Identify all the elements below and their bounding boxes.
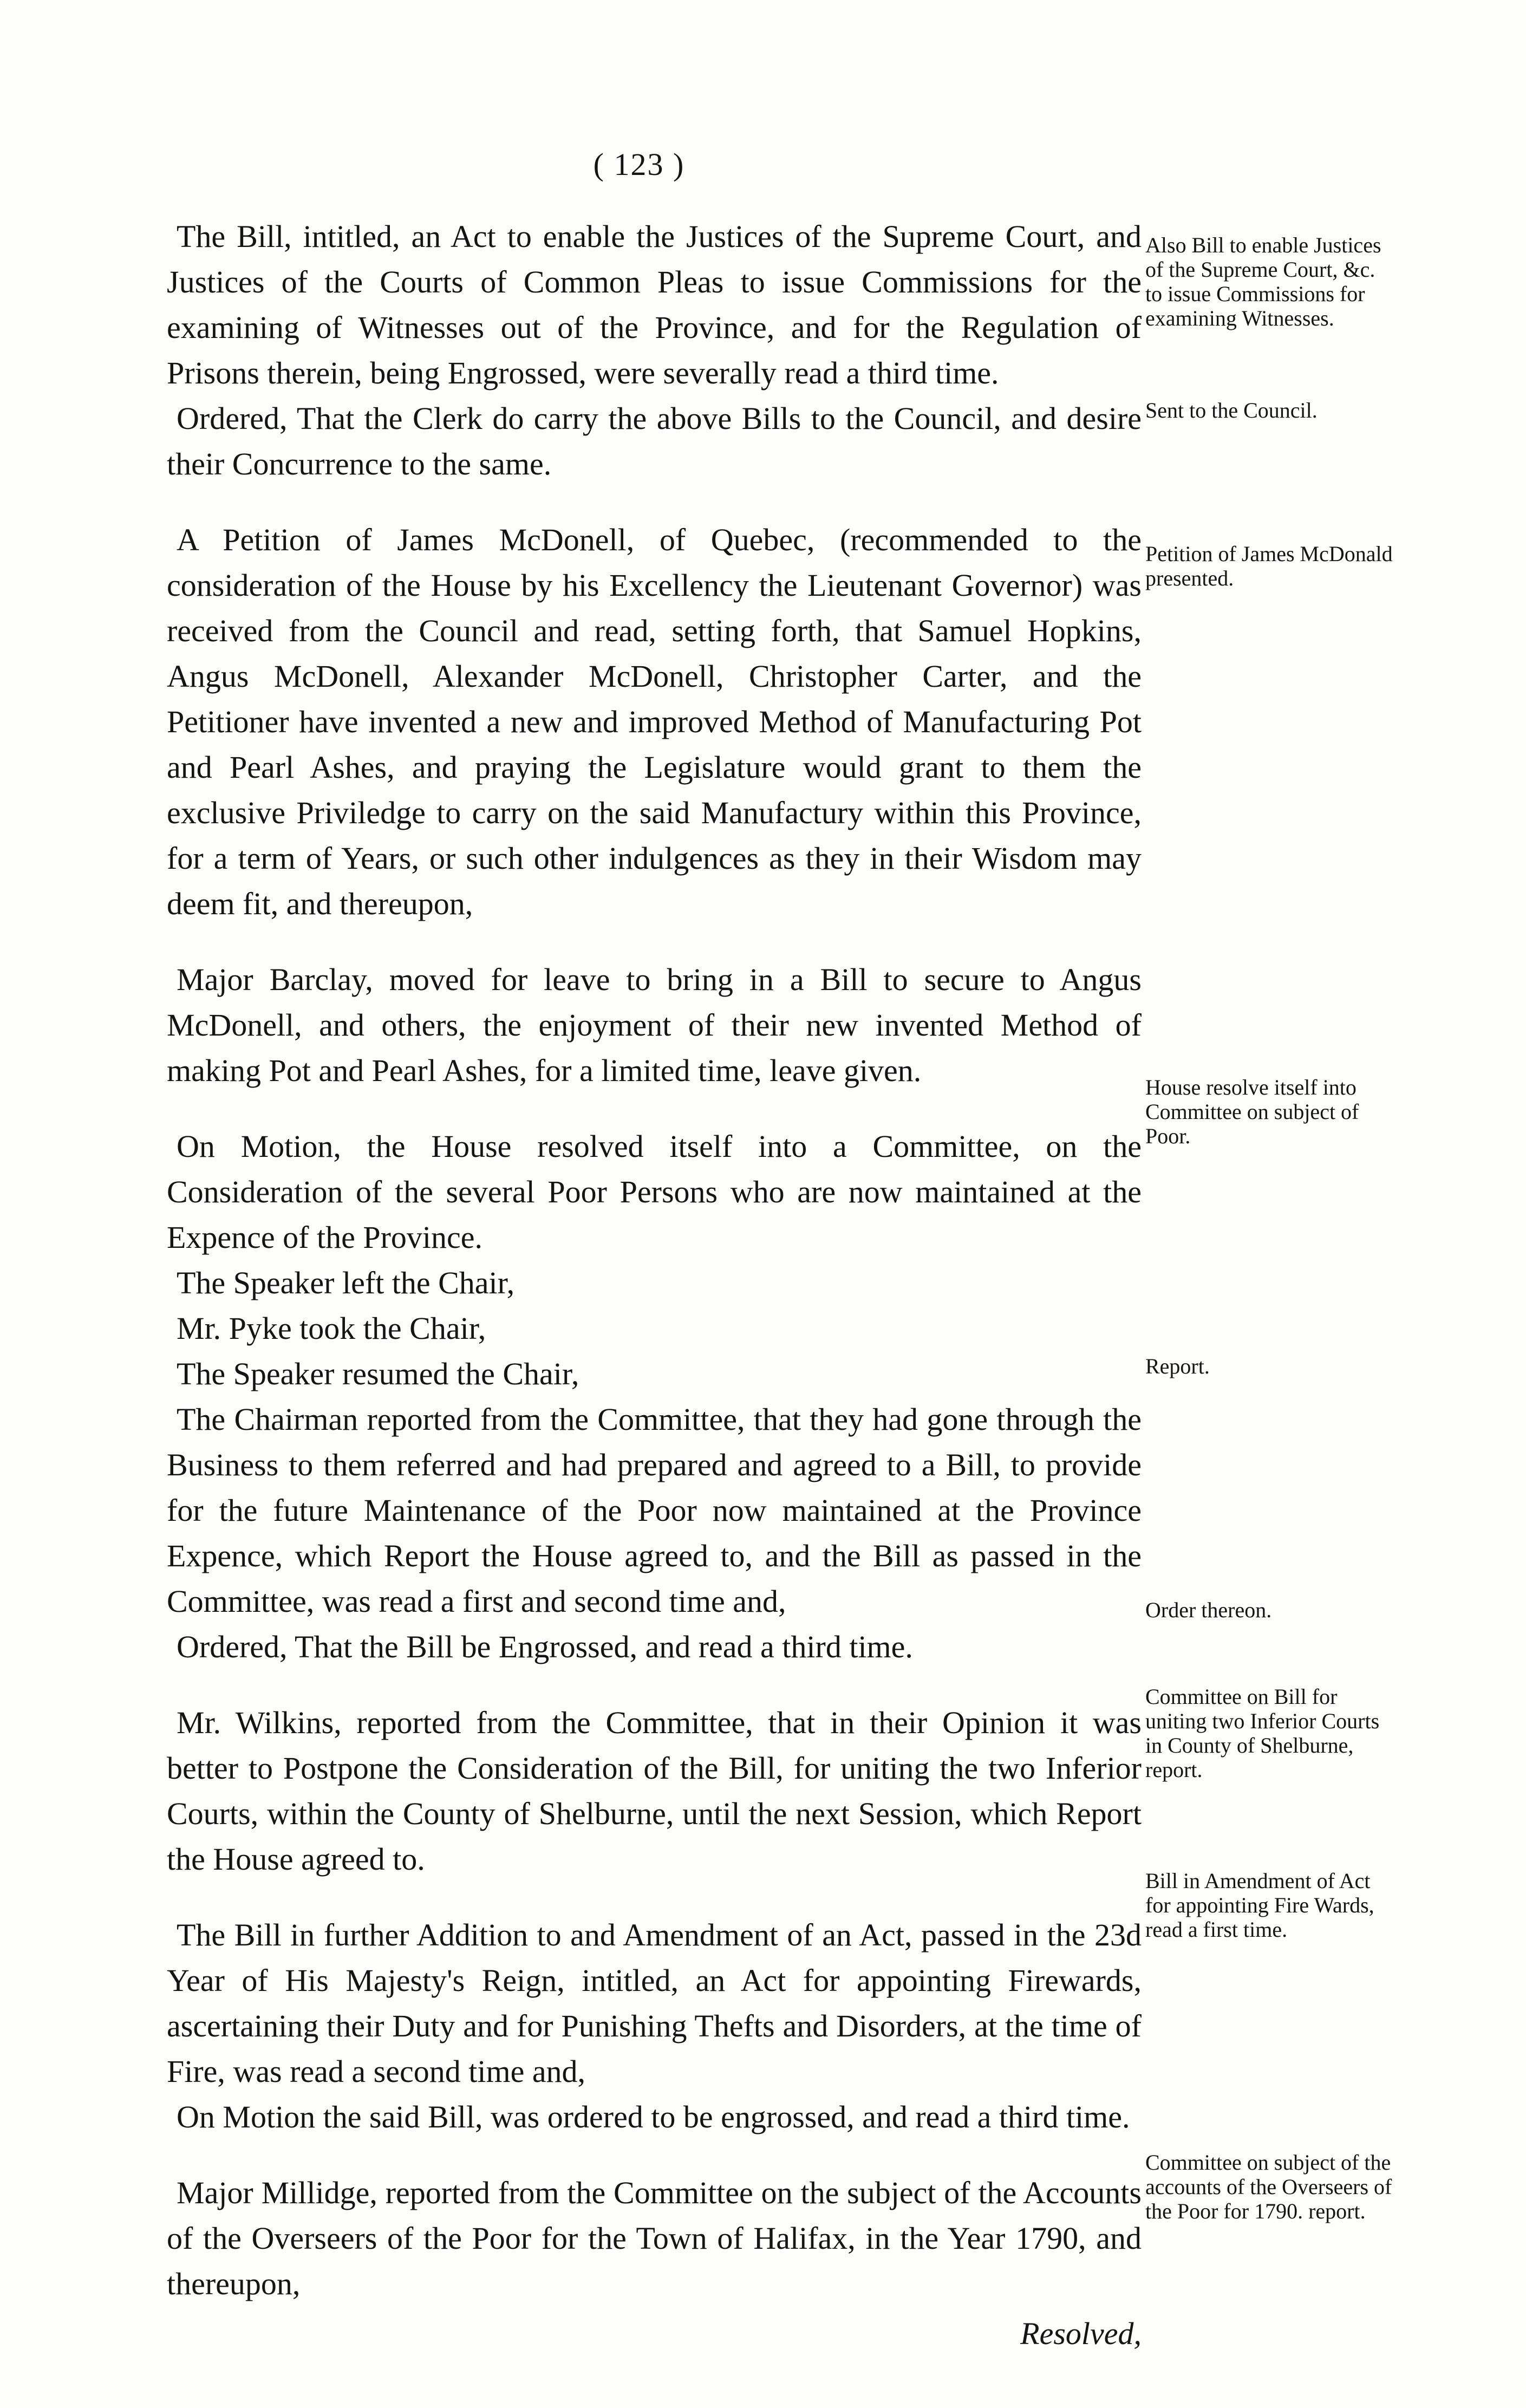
paragraph-bill-justices: The Bill, intitled, an Act to enable the Justices of the Supreme Court, and Justices of the Courts of Common Pleas to issue Commissions for the examining of Witnesses out of the Province, and for the Regulation of Prisons therein, being Engrossed, were severally read a third time.: [167, 219, 1142, 391]
page-number: ( 123 ): [593, 147, 685, 182]
paragraph-ordered-engrossed: Ordered, That the Bill be Engrossed, and read a third time.: [177, 1629, 913, 1664]
paragraph-major-barclay: Major Barclay, moved for leave to bring in a Bill to secure to Angus McDonell, and others, the enjoyment of their new invented Method of making Pot and Pearl Ashes, for a limited time, leave given.: [167, 962, 1142, 1088]
margin-note-overseers: Committee on subject of the accounts of the Overseers of the Poor for 1790. report.: [1145, 2150, 1392, 2223]
margin-note-firewards: Bill in Amendment of Act for appointing Fire Wards, read a first time.: [1145, 1869, 1374, 1942]
paragraph-speaker-left: The Speaker left the Chair,: [177, 1265, 515, 1300]
paragraph-speaker-resumed: The Speaker resumed the Chair,: [177, 1356, 579, 1391]
paragraph-chairman-report: The Chairman reported from the Committee, that they had gone through the Business to them referred and had prepared and agreed to a Bill, to provide for the future Maintenance of the Poor now maintained at the Province Expence, which Report the House agreed to, and the Bill as passed in the Committee, was read a first and second time and,: [167, 1402, 1142, 1619]
paragraph-pyke-chair: Mr. Pyke took the Chair,: [177, 1311, 486, 1346]
main-text: [167, 214, 1142, 2357]
paragraph-millidge-report: Major Millidge, reported from the Committee on the subject of the Accounts of the Overseers of the Poor for the Town of Halifax, in the Year 1790, and thereupon,: [167, 2175, 1142, 2301]
paragraph-ordered-engrossed-2: On Motion the said Bill, was ordered to be engrossed, and read a third time.: [177, 2099, 1130, 2134]
margin-note-petition: Petition of James McDonald presented.: [1145, 542, 1393, 590]
margin-note-sent-council: Sent to the Council.: [1145, 398, 1318, 422]
paragraph-firewards-bill: The Bill in further Addition to and Amendment of an Act, passed in the 23d Year of His Majesty's Reign, intitled, an Act for appointing Firewards, ascertaining their Duty and for Punishing Thefts and Disorders, at the time of Fire, was read a second time and,: [167, 1917, 1142, 2089]
paragraph-petition-mcdonell: A Petition of James McDonell, of Quebec, (recommended to the consideration of the House by his Excellency the Lieutenant Governor) was received from the Council and read, setting forth, that Samuel Hopkins, Angus McDonell, Alexander McDonell, Christopher Carter, and the Petitioner have invented a new and improved Method of Manufacturing Pot and Pearl Ashes, and praying the Legislature would grant to them the exclusive Priviledge to carry on the said Manufactury within this Province, for a term of Years, or such other indulgences as they in their Wisdom may deem fit, and thereupon,: [167, 522, 1142, 921]
margin-note-report: Report.: [1145, 1354, 1210, 1378]
paragraph-wilkins-report: Mr. Wilkins, reported from the Committee, that in their Opinion it was better to Postpone the Consideration of the Bill, for uniting the two Inferior Courts, within the County of Shelburne, until the next Session, which Report the House agreed to.: [167, 1705, 1142, 1877]
margin-note-house-committee: House resolve itself into Committee on subject of Poor.: [1145, 1075, 1359, 1148]
paragraph-house-committee: On Motion, the House resolved itself into a Committee, on the Consideration of the several Poor Persons who are now maintained at the Expence of the Province.: [167, 1129, 1142, 1255]
margin-note-order-thereon: Order thereon.: [1145, 1598, 1272, 1622]
margin-note-bill-justices: Also Bill to enable Justices of the Supreme Court, &c. to issue Commissions for examining Witnesses.: [1145, 233, 1381, 330]
catchword: Resolved,: [1020, 2316, 1142, 2351]
margin-note-committee-bill: Committee on Bill for uniting two Inferior Courts in County of Shelburne, report.: [1145, 1684, 1380, 1782]
paragraph-ordered-clerk: Ordered, That the Clerk do carry the above Bills to the Council, and desire their Concurrence to the same.: [167, 401, 1142, 481]
